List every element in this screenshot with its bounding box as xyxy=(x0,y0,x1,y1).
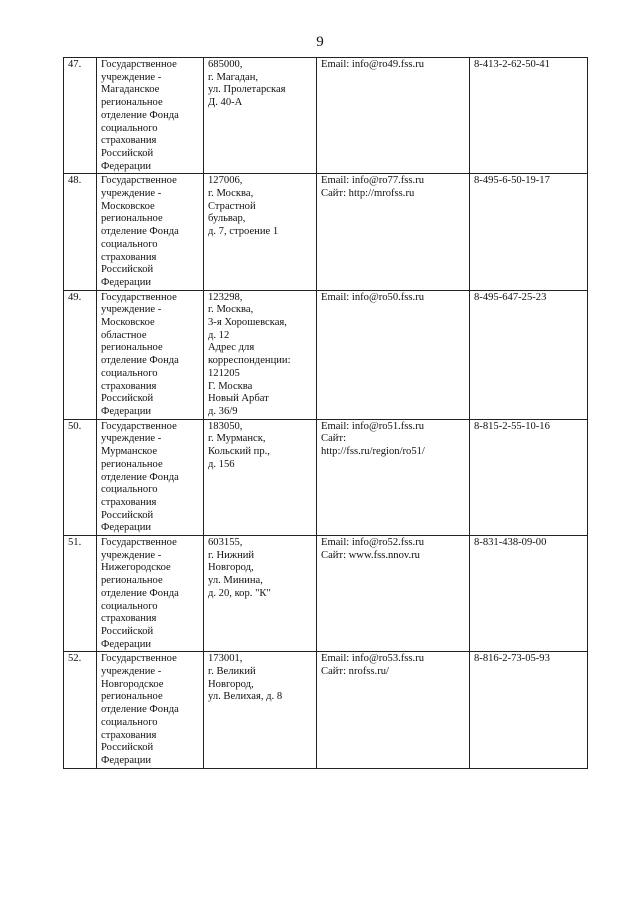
contact-line: Email: info@ro49.fss.ru xyxy=(321,59,425,70)
organization-line: Государственное xyxy=(101,420,177,432)
table-row xyxy=(64,652,588,768)
address-line: 127006, xyxy=(208,175,243,187)
organization-line: отделение Фонда xyxy=(101,704,179,716)
organization-line: региональное xyxy=(101,691,163,703)
contact-line: Email: info@ro52.fss.ru xyxy=(321,537,425,549)
address-cell xyxy=(204,290,317,419)
row-number: 51. xyxy=(68,537,82,549)
organization-line: социального xyxy=(101,238,158,250)
contact-line: Email: info@ro53.fss.ru xyxy=(321,653,425,665)
address-line: д. 36/9 xyxy=(208,405,238,417)
organization-line: отделение Фонда xyxy=(101,109,179,121)
organization-line: Федерации xyxy=(101,754,152,766)
organization-line: отделение Фонда xyxy=(101,226,179,238)
organization-line: Магаданское xyxy=(101,84,160,96)
contacts-cell xyxy=(317,536,470,652)
organization-line: отделение Фонда xyxy=(101,587,179,599)
address-line: Новгород, xyxy=(208,562,254,574)
organization-line: страхования xyxy=(101,496,157,508)
contact-line: Email: info@ro77.fss.ru xyxy=(321,175,425,187)
address-line: г. Мурманск, xyxy=(208,433,266,445)
address-line: г. Магадан, xyxy=(208,71,259,83)
organization-cell xyxy=(97,652,204,768)
address-line: 173001, xyxy=(208,653,243,665)
organization-line: Российской xyxy=(101,393,154,405)
contacts-cell xyxy=(317,174,470,290)
table-row xyxy=(64,419,588,535)
organization-line: страхования xyxy=(101,380,157,392)
address-line: г. Нижний xyxy=(208,549,255,561)
organization-line: отделение Фонда xyxy=(101,355,179,367)
organization-line: социального xyxy=(101,122,158,134)
organization-line: Государственное xyxy=(101,291,177,303)
address-cell xyxy=(204,419,317,535)
table-body xyxy=(64,58,588,769)
organization-line: социального xyxy=(101,600,158,612)
row-number-cell xyxy=(64,419,97,535)
organization-line: Государственное xyxy=(101,537,177,549)
organization-line: социального xyxy=(101,367,158,379)
row-number: 49. xyxy=(68,291,82,303)
organization-line: Федерации xyxy=(101,405,152,417)
contact-line: Email: info@ro50.fss.ru xyxy=(321,291,425,303)
row-number-cell xyxy=(64,536,97,652)
address-line: 121205 xyxy=(208,367,240,379)
address-line: д. 156 xyxy=(208,458,235,470)
address-line: Г. Москва xyxy=(208,380,253,392)
row-number-cell xyxy=(64,652,97,768)
table-row xyxy=(64,536,588,652)
organization-cell xyxy=(97,536,204,652)
organization-line: учреждение - xyxy=(101,188,162,200)
organization-line: Нижегородское xyxy=(101,562,171,574)
address-cell xyxy=(204,652,317,768)
address-line: Страстной xyxy=(208,200,256,212)
organization-line: Российской xyxy=(101,509,154,521)
organization-line: Федерации xyxy=(101,276,152,288)
organization-line: Государственное xyxy=(101,59,177,70)
organization-line: Государственное xyxy=(101,175,177,187)
address-line: бульвар, xyxy=(208,213,246,225)
address-line: 603155, xyxy=(208,537,243,549)
contact-line: Сайт: xyxy=(321,433,347,445)
organization-line: областное xyxy=(101,329,147,341)
table-row xyxy=(64,290,588,419)
organization-line: Российской xyxy=(101,625,154,637)
address-line: 3-я Хорошевская, xyxy=(208,317,287,329)
contact-line: http://fss.ru/region/ro51/ xyxy=(321,446,425,458)
organization-line: учреждение - xyxy=(101,549,162,561)
organization-line: региональное xyxy=(101,458,163,470)
organization-line: отделение Фонда xyxy=(101,471,179,483)
address-line: ул. Пролетарская xyxy=(208,84,286,96)
organization-line: Мурманское xyxy=(101,446,158,458)
contacts-cell xyxy=(317,58,470,174)
organization-line: социального xyxy=(101,484,158,496)
address-line: д. 20, кор. "К" xyxy=(208,587,271,599)
phone-number: 8-495-647-25-23 xyxy=(474,291,547,303)
page-number: 9 xyxy=(316,34,324,50)
address-line: д. 12 xyxy=(208,329,230,341)
organization-line: учреждение - xyxy=(101,433,162,445)
organization-line: Московское xyxy=(101,317,155,329)
organization-line: региональное xyxy=(101,97,163,109)
address-line: корреспонденции: xyxy=(208,355,291,367)
address-cell xyxy=(204,174,317,290)
organization-line: Новгородское xyxy=(101,678,164,690)
row-number: 52. xyxy=(68,653,82,665)
organization-line: учреждение - xyxy=(101,666,162,678)
organization-line: Федерации xyxy=(101,638,152,650)
organization-line: Федерации xyxy=(101,160,152,172)
organization-line: Федерации xyxy=(101,522,152,534)
address-line: 183050, xyxy=(208,420,243,432)
organization-line: страхования xyxy=(101,251,157,263)
address-line: Новгород, xyxy=(208,678,254,690)
row-number: 50. xyxy=(68,420,82,432)
organization-line: региональное xyxy=(101,575,163,587)
address-cell xyxy=(204,536,317,652)
address-line: ул. Велихая, д. 8 xyxy=(208,691,283,703)
row-number-cell xyxy=(64,174,97,290)
phone-cell xyxy=(470,536,588,652)
table-row xyxy=(64,174,588,290)
organization-cell xyxy=(97,58,204,174)
row-number-cell xyxy=(64,290,97,419)
address-line: 123298, xyxy=(208,291,243,303)
organization-line: Российской xyxy=(101,742,154,754)
organization-cell xyxy=(97,174,204,290)
phone-cell xyxy=(470,419,588,535)
contact-line: Сайт: www.fss.nnov.ru xyxy=(321,549,420,561)
contact-line: Сайт: nrofss.ru/ xyxy=(321,666,389,678)
organization-line: страхования xyxy=(101,729,157,741)
address-line: Новый Арбат xyxy=(208,393,269,405)
contact-line: Email: info@ro51.fss.ru xyxy=(321,420,425,432)
organization-line: региональное xyxy=(101,342,163,354)
organization-cell xyxy=(97,419,204,535)
address-line: Д. 40-А xyxy=(208,97,243,109)
phone-cell xyxy=(470,290,588,419)
fss-branches-table xyxy=(63,57,588,769)
row-number-cell xyxy=(64,58,97,174)
address-line: 685000, xyxy=(208,59,243,70)
phone-number: 8-831-438-09-00 xyxy=(474,537,547,549)
address-line: Адрес для xyxy=(208,342,255,354)
address-cell xyxy=(204,58,317,174)
organization-line: Российской xyxy=(101,264,154,276)
organization-line: Российской xyxy=(101,147,154,159)
row-number: 48. xyxy=(68,175,82,187)
contacts-cell xyxy=(317,290,470,419)
organization-line: страхования xyxy=(101,613,157,625)
address-line: ул. Минина, xyxy=(208,575,263,587)
phone-cell xyxy=(470,174,588,290)
phone-cell xyxy=(470,652,588,768)
organization-cell xyxy=(97,290,204,419)
organization-line: учреждение - xyxy=(101,71,162,83)
organization-line: учреждение - xyxy=(101,304,162,316)
phone-number: 8-815-2-55-10-16 xyxy=(474,420,550,432)
phone-number: 8-413-2-62-50-41 xyxy=(474,59,550,70)
organization-line: Государственное xyxy=(101,653,177,665)
address-line: г. Великий xyxy=(208,666,256,678)
contacts-cell xyxy=(317,419,470,535)
phone-cell xyxy=(470,58,588,174)
contacts-cell xyxy=(317,652,470,768)
address-line: г. Москва, xyxy=(208,188,254,200)
table-row xyxy=(64,58,588,174)
organization-line: социального xyxy=(101,716,158,728)
contact-line: Сайт: http://mrofss.ru xyxy=(321,188,415,200)
organization-line: Московское xyxy=(101,200,155,212)
row-number: 47. xyxy=(68,59,82,70)
address-line: д. 7, строение 1 xyxy=(208,226,279,238)
address-line: г. Москва, xyxy=(208,304,254,316)
organization-line: региональное xyxy=(101,213,163,225)
address-line: Кольский пр., xyxy=(208,446,270,458)
phone-number: 8-816-2-73-05-93 xyxy=(474,653,550,665)
phone-number: 8-495-6-50-19-17 xyxy=(474,175,550,187)
organization-line: страхования xyxy=(101,135,157,147)
